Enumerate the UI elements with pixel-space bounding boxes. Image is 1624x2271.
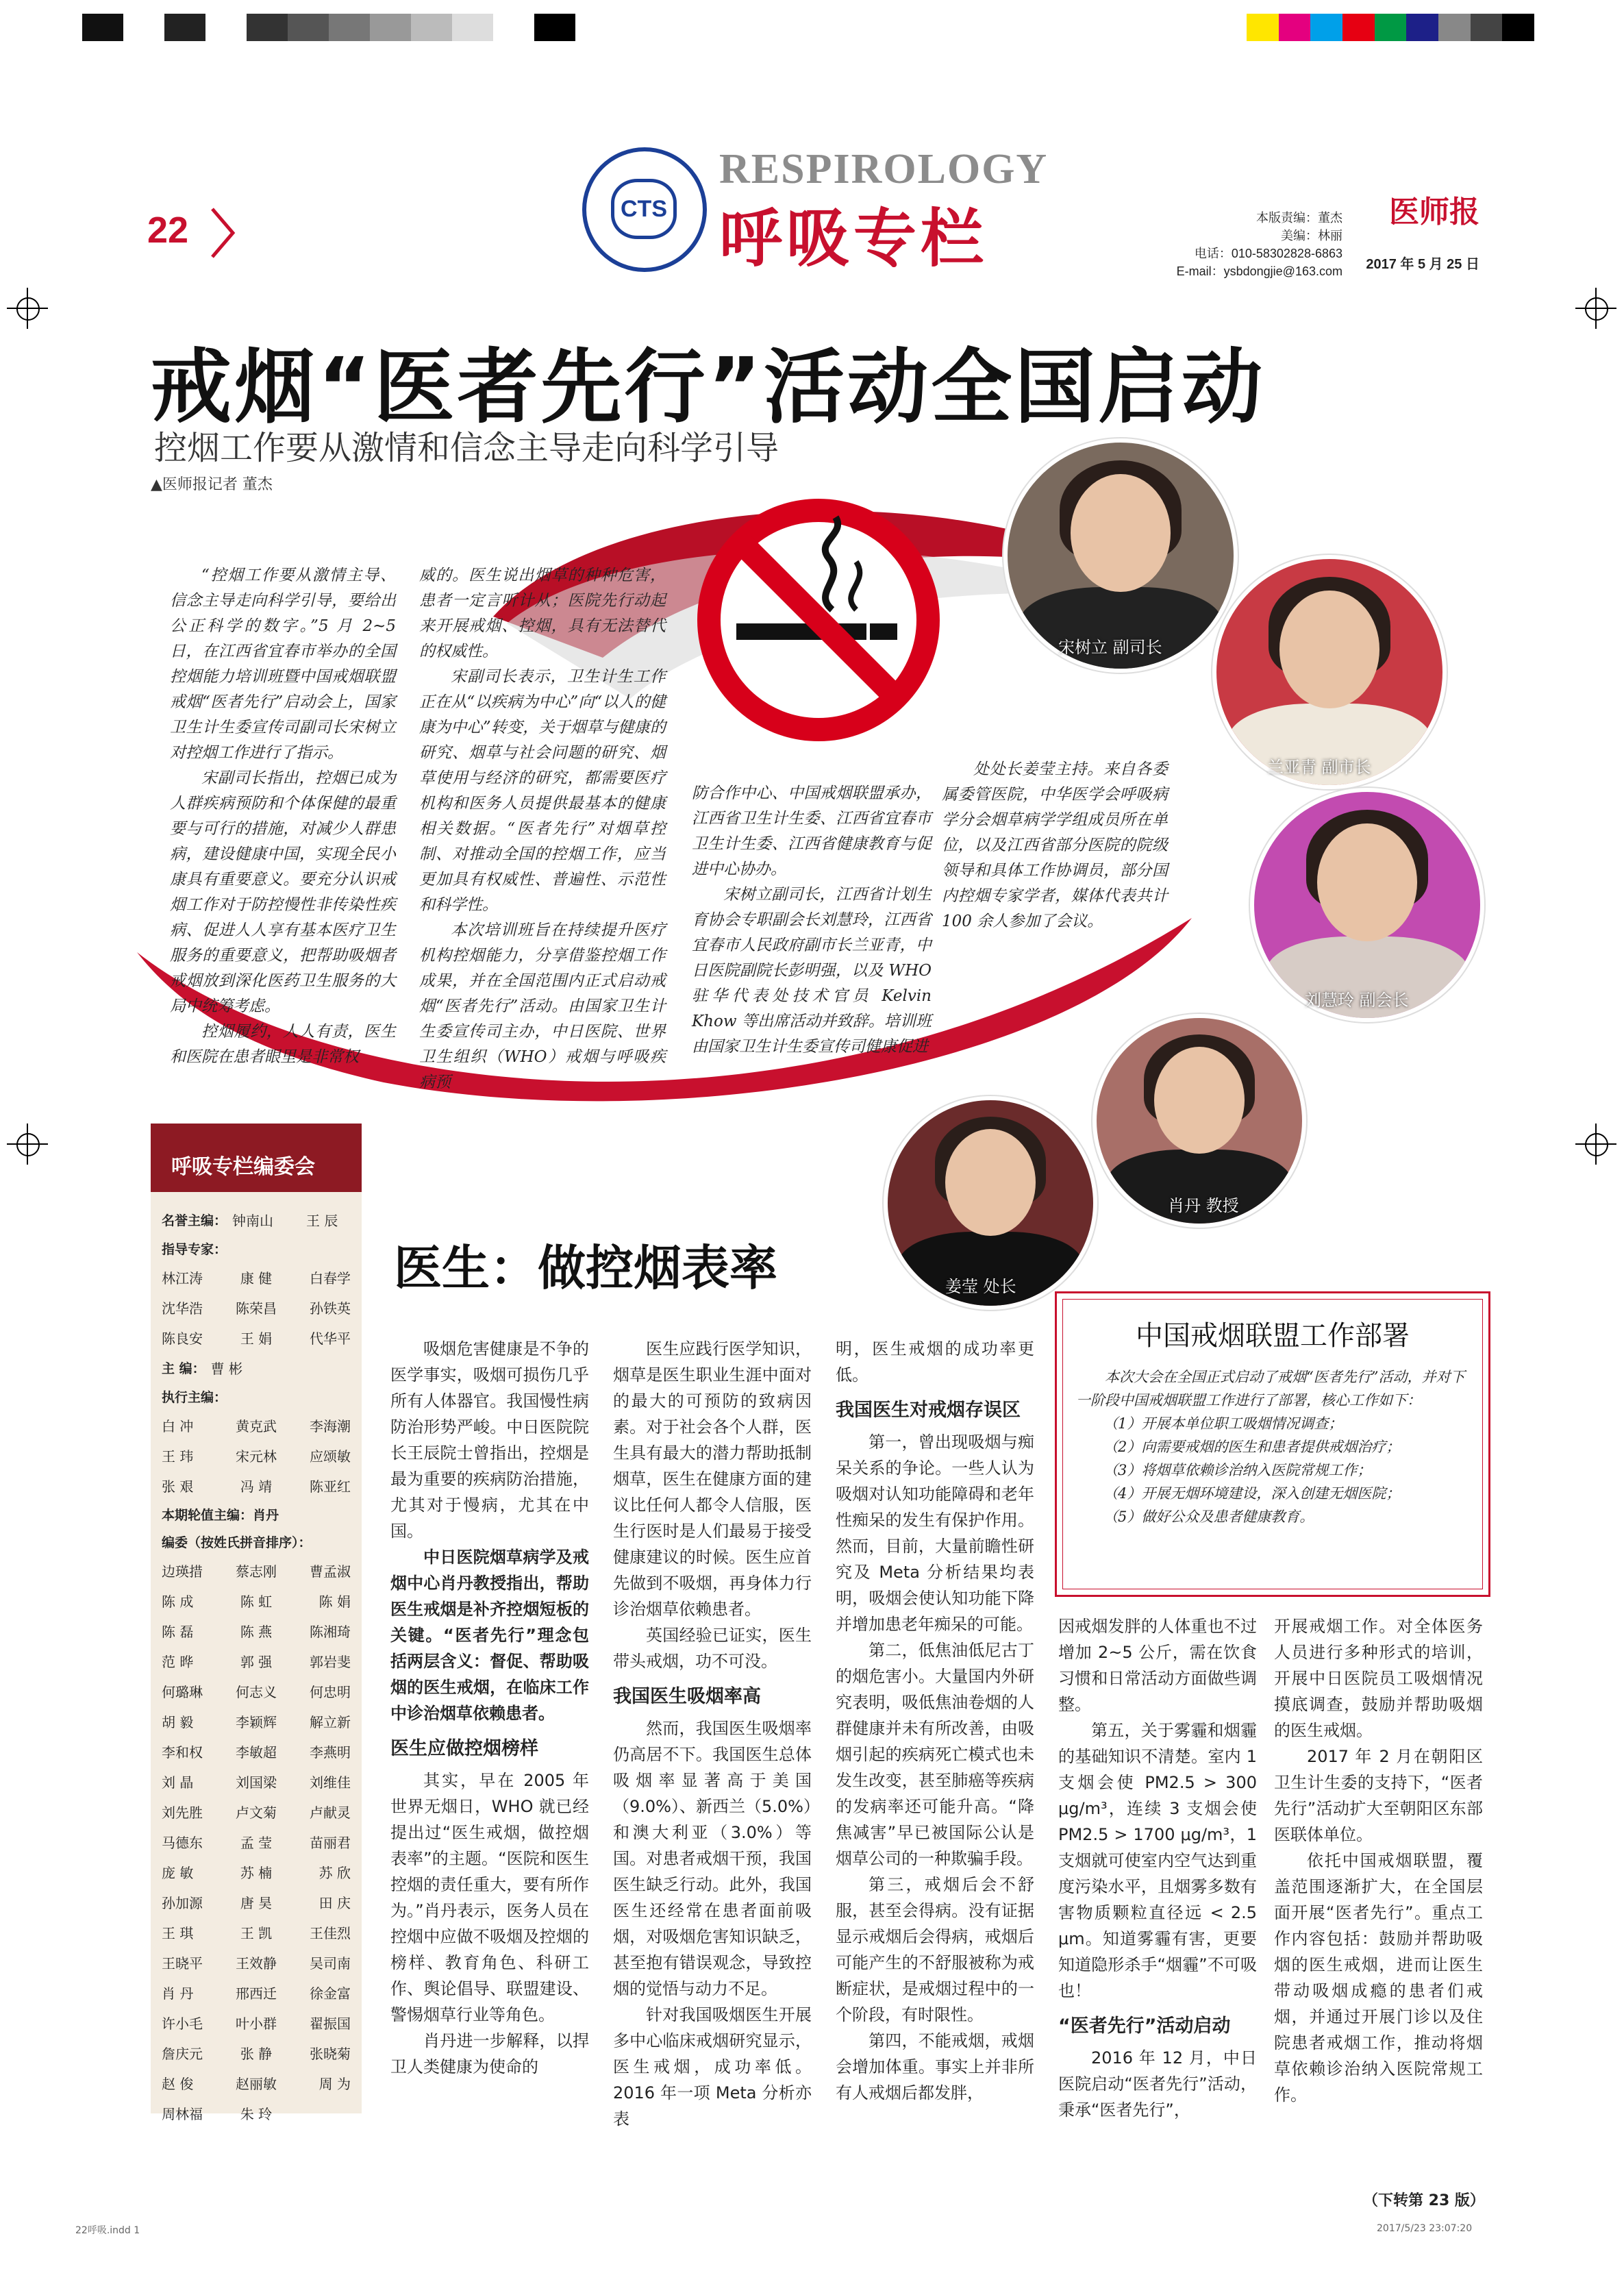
board-name: 黄克武 [236,1417,277,1435]
board-name: 沈华浩 [162,1300,203,1317]
no-smoking-icon [695,497,942,743]
board-name: 钟南山 [232,1212,274,1229]
board-name: 张 艰 [162,1478,194,1495]
paragraph: 处处长姜莹主持。来自各委属委管医院，中华医学会呼吸病学分会烟草病学学组成员所在单位，以及江西省部分医院的院级领导和具体工作协调员，部分国内控烟专家学者，媒体代表共计 100 余人参加了会议。 [942,760,1168,930]
board-name: 王 琪 [162,1924,194,1941]
masthead: 医师报 [1389,195,1479,229]
paragraph: 宋副司长指出，控烟已成为人群疾病预防和个体保健的最重要与可行的措施，对减少人群患病，建设健康中国，实现全民小康具有重要意义。要充分认识戒烟工作对于防控慢性非传染性疾病、促进人人享有基本医疗卫生服务的重要意义，把帮助吸烟者戒烟放到深化医药卫生服务的大局中统筹考虑。 [170,769,396,1015]
board-name: 陈 成 [162,1593,194,1610]
board-name: 张晓菊 [310,2045,351,2062]
board-name: 冯 靖 [240,1478,273,1495]
paragraph: 宋树立副司长，江西省计划生育协会专职副会长刘慧玲，江西省宜春市人民政府副市长兰亚青，中日医院副院长彭明强，以及 WHO 驻华代表处技术官员 Kelvin Khow 等出席活动并致辞。培训班由国家卫生计生委宣传司健康促进 [692,886,932,1056]
board-name: 孙加源 [162,1894,203,1911]
registration-strip-color [1247,14,1534,41]
board-name: 陈 燕 [240,1623,273,1640]
section2-column-1 [390,1336,589,2080]
board-label: 名誉主编： [162,1213,227,1228]
board-row [151,1615,362,1646]
board-name: 范 晔 [162,1653,194,1670]
board-name: 苏 欣 [318,1864,351,1881]
board-name: 张 静 [240,2045,273,2062]
board-row [151,1736,362,1766]
board-name: 康 健 [240,1269,273,1287]
board-row [151,2007,362,2037]
board-name: 代华平 [310,1330,351,1347]
subsection-heading: 我国医生对戒烟存误区 [836,1400,1021,1421]
board-name: 王 凯 [240,1924,273,1941]
board-row [151,1262,362,1292]
board-row [151,1322,362,1352]
board-name: 曹 彬 [210,1360,242,1377]
board-row [151,1917,362,1947]
board-name: 陈 虹 [240,1593,273,1610]
paragraph: 开展戒烟工作。对全体医务人员进行多种形式的培训，开展中日医院员工吸烟情况摸底调查，鼓励并帮助吸烟的医生戒烟。 [1274,1617,1483,1740]
board-name: 郭岩斐 [310,1653,351,1670]
crop-mark [1575,1124,1616,1165]
cts-logo [582,147,707,272]
board-label: 执行主编： [162,1389,227,1405]
board-name: 苏 楠 [240,1864,273,1881]
board-row [151,1887,362,1917]
board-name: 刘维佳 [310,1774,351,1791]
board-name: 周林福 [162,2105,203,2122]
paragraph: 宋副司长表示，卫生计生工作正在从“以疾病为中心”向“以人的健康为中心”转变，关于烟草与健康的研究、烟草与社会问题的研究、烟草使用与经济的研究，都需要医疗机构和医务人员提供最基本的健康相关数据。“医者先行”对烟草控制、对推动全国的控烟工作，应当更加具有权威性、普遍性、示范性和科学性。 [419,668,666,914]
board-label: 本期轮值主编：肖丹 [162,1507,279,1523]
section2-column-3 [836,1336,1034,2106]
board-label: 指导专家： [162,1241,227,1257]
board-name: 李和权 [162,1743,203,1761]
board-name: 孟 莹 [240,1834,273,1851]
board-name: 赵 俊 [162,2075,194,2092]
logo-text: CTS [611,179,677,239]
board-row [151,1585,362,1615]
issue-date: 2017 年 5 月 25 日 [1366,257,1479,272]
board-name: 陈湘琦 [310,1623,351,1640]
section2-column-2 [613,1336,812,2132]
board-row [151,1676,362,1706]
board-row [151,1555,362,1585]
alliance-title: 中国戒烟联盟工作部署 [1136,1320,1410,1352]
board-name: 陈 磊 [162,1623,194,1640]
board-name: 边瑛措 [162,1563,203,1580]
photo-caption: 宋树立 副司长 [1058,638,1162,657]
article-column-2 [419,563,666,1095]
file-info: 22呼吸.indd 1 [75,2225,140,2236]
board-row [151,1766,362,1796]
board-name: 田 庆 [318,1894,351,1911]
subsection-heading: “医者先行”活动启动 [1058,2015,1231,2037]
board-row [151,1292,362,1322]
paragraph: 控烟履约，人人有责，医生和医院在患者眼里是非常权 [170,1023,396,1066]
board-name: 李海潮 [310,1417,351,1435]
paragraph: 肖丹进一步解释，以捍卫人类健康为使命的 [390,2031,589,2076]
alliance-item: （4）开展无烟环境建设，深入创建无烟医院； [1103,1485,1401,1502]
board-row [151,1440,362,1470]
board-name: 何志义 [236,1683,277,1700]
paragraph: 第三，戒烟后会不舒服，甚至会得病。没有证据显示戒烟后会得病，戒烟后可能产生的不舒服被称为戒断症状，是戒烟过程中的一个阶段，有时限性。 [836,1875,1034,2024]
board-name: 陈良安 [162,1330,203,1347]
section-title-en: RESPIROLOGY [719,146,1049,193]
board-name: 应颂敏 [310,1448,351,1465]
alliance-item: （5）做好公众及患者健康教育。 [1103,1509,1314,1525]
board-row [151,1646,362,1676]
editorial-board [151,1192,362,2122]
board-name: 庞 敏 [162,1864,194,1881]
board-name: 曹孟淑 [310,1563,351,1580]
board-row [151,2037,362,2068]
board-row [151,1410,362,1440]
board-name: 苗丽君 [310,1834,351,1851]
board-name: 何璐琳 [162,1683,203,1700]
board-name: 解立新 [310,1713,351,1730]
paragraph: 因戒烟发胖的人体重也不过增加 2~5 公斤，需在饮食习惯和日常活动方面做些调整。 [1058,1617,1257,1714]
board-name: 刘先胜 [162,1804,203,1821]
page-number: 22 [147,210,189,251]
board-name: 吴司南 [310,1954,351,1972]
section-title-cn: 呼吸专栏 [719,202,988,275]
board-name: 陈亚红 [310,1478,351,1495]
board-row [151,1857,362,1887]
board-row [151,1796,362,1826]
article-column-4 [942,757,1168,934]
board-name: 卢献灵 [310,1804,351,1821]
board-name: 白 冲 [162,1417,194,1435]
subsection-heading: 医生应做控烟榜样 [390,1738,538,1759]
paragraph: 其实，早在 2005 年世界无烟日，WHO 就已经提出过“医生戒烟，做控烟表率”的主题。“医院和医生控烟的责任重大，要有所作为。”肖丹表示，医务人员在控烟中应做不吸烟及控烟的榜样、教育角色、科研工作、舆论倡导、联盟建设、警惕烟草行业等角色。 [390,1771,589,2024]
crop-mark [7,1124,48,1165]
board-row [151,1826,362,1857]
board-name: 郭 强 [240,1653,273,1670]
paragraph: “控烟工作要从激情主导、信念主导走向科学引导，要给出公正科学的数字。”5 月 2~5 日，在江西省宜春市举办的全国控烟能力培训班暨中国戒烟联盟戒烟“医者先行”启动会上，国家卫生计生委宣传司副司长宋树立对控烟工作进行了指示。 [170,567,396,762]
paragraph: 吸烟危害健康是不争的医学事实，吸烟可损伤几乎所有人体器官。我国慢性病防治形势严峻。中日医院院长王辰院士曾指出，控烟是最为重要的疾病防治措施，尤其对于慢病，尤其在中国。 [390,1339,589,1541]
credit-line: 美编：林丽 [1281,229,1342,243]
board-name: 王 玮 [162,1448,194,1465]
headline: 戒烟“医者先行”活动全国启动 [151,340,1266,434]
board-name: 林江涛 [162,1269,203,1287]
paragraph: 英国经验已证实，医生带头戒烟，功不可没。 [613,1626,812,1671]
board-name: 唐 昊 [240,1894,273,1911]
board-name: 孙铁英 [310,1300,351,1317]
board-name: 邢西迁 [236,1985,277,2002]
board-name: 宋元林 [236,1448,277,1465]
board-name: 李敏超 [236,1743,277,1761]
board-name: 王晓平 [162,1954,203,1972]
board-name: 刘 晶 [162,1774,194,1791]
alliance-box [1055,1291,1490,1597]
board-name: 叶小群 [236,2015,277,2032]
board-name: 詹庆元 [162,2045,203,2062]
board-label: 主 编： [162,1361,205,1376]
photo-caption: 兰亚青 副市长 [1267,758,1371,777]
alliance-item: （2）向需要戒烟的医生和患者提供戒烟治疗； [1103,1439,1401,1455]
paragraph: 然而，我国医生吸烟率仍高居不下。我国医生总体吸烟率显著高于美国（9.0%）、新西兰（5.0%）和澳大利亚（3.0%）等国。对患者戒烟干预，我国医生缺乏行动。此外，我国医生还经常在患者面前吸烟，对吸烟危害知识缺乏，甚至抱有错误观念，导致控烟的觉悟与动力不足。 [613,1719,812,1998]
paragraph: 第一，曾出现吸烟与痴呆关系的争论。一些人认为吸烟对认知功能障碍和老年性痴呆的发生有保护作用。然而，目前，大量前瞻性研究及 Meta 分析结果均表明，吸烟会使认知功能下降并增加患老年痴呆的可能。 [836,1432,1034,1634]
board-name: 王佳烈 [310,1924,351,1941]
paragraph: 第二，低焦油低尼古丁的烟危害小。大量国内外研究表明，吸低焦油卷烟的人群健康并未有所改善，由吸烟引起的疾病死亡模式也未发生改变，甚至肺癌等疾病的发病率还可能升高。“降焦减害”早已被国际公认是烟草公司的一种欺骗手段。 [836,1641,1034,1868]
section2-column-5 [1274,1613,1483,2108]
paragraph: 防合作中心、中国戒烟联盟承办，江西省卫生计生委、江西省宜春市卫生计生委、江西省健康教育与促进中心协办。 [692,784,932,878]
registration-strip-gray [82,14,575,41]
paragraph: 依托中国戒烟联盟，覆盖范围逐渐扩大，在全国层面开展“医者先行”。重点工作内容包括：鼓励并帮助吸烟的医生戒烟，进而让医生带动吸烟成瘾的患者们戒烟，并通过开展门诊以及住院患者戒烟工作，推动将烟草依赖诊治纳入医院常规工作。 [1274,1851,1483,2105]
board-row [151,1706,362,1736]
board-name: 王 娟 [240,1330,273,1347]
alliance-item: （1）开展本单位职工吸烟情况调查； [1103,1415,1343,1432]
section2-column-4 [1058,1613,1257,2123]
board-name: 刘国梁 [236,1774,277,1791]
editorial-board-title: 呼吸专栏编委会 [171,1155,315,1179]
paragraph: 威的。医生说出烟草的种种危害，患者一定言听计从；医院先行动起来开展戒烟、控烟，具有无法替代的权威性。 [419,567,666,660]
photo-caption: 姜莹 处长 [945,1277,1016,1296]
board-name: 陈 娟 [318,1593,351,1610]
board-label: 编委（按姓氏拼音排序）： [162,1535,312,1550]
board-row [151,1977,362,2007]
paragraph: 医生应践行医学知识，烟草是医生职业生涯中面对的最大的可预防的致病因素。对于社会各个人群，医生具有最大的潜力帮助抵制烟草，医生在健康方面的建议比任何人都令人信服，医生行医时是人们最易于接受健康建议的时候。医生应首先做到不吸烟，再身体力行诊治烟草依赖患者。 [613,1339,812,1619]
section-title: 医生：做控烟表率 [394,1240,777,1296]
paragraph: 明，医生戒烟的成功率更低。 [836,1339,1034,1385]
paragraph: 第四，不能戒烟，戒烟会增加体重。事实上并非所有人戒烟后都发胖， [836,2031,1034,2102]
board-name: 徐金富 [310,1985,351,2002]
continued-note: （下转第 23 版） [1363,2192,1485,2209]
board-name: 翟振国 [310,2015,351,2032]
subheadline: 控烟工作要从激情和信念主导走向科学引导 [154,429,779,467]
credit-line: 电话：010-58302828-6863 [1194,247,1342,260]
board-name: 白春学 [310,1269,351,1287]
credit-line: 本版责编：董杰 [1256,211,1342,225]
board-row [151,1947,362,1977]
board-name: 周 为 [318,2075,351,2092]
credit-line: E-mail：ysbdongjie@163.com [1176,264,1342,278]
crop-mark [1575,288,1616,329]
chevron-right-icon [205,206,240,260]
photo-caption: 刘慧玲 副会长 [1305,991,1409,1010]
board-name: 蔡志刚 [236,1563,277,1580]
board-row [151,2098,362,2128]
paragraph: 第五，关于雾霾和烟霾的基础知识不清楚。室内 1 支烟会使 PM2.5 > 300 μg/m³，连续 3 支烟会使 PM2.5 > 1700 μg/m³，1 支烟就可使室内空气达到重度污染水平，且烟雾多数有害物质颗粒直径远 < 2.5 μm。知道雾霾有害，更要知道隐形杀手“烟霾”不可吸也！ [1058,1721,1257,2000]
timestamp: 2017/5/23 23:07:20 [1377,2223,1473,2234]
board-name: 赵丽敏 [236,2075,277,2092]
board-name: 李燕明 [310,1743,351,1761]
board-name: 肖 丹 [162,1985,194,2002]
paragraph: 2016 年 12 月，中日医院启动“医者先行”活动，秉承“医者先行”， [1058,2048,1257,2120]
board-name: 陈荣昌 [236,1300,277,1317]
alliance-item: （3）将烟草依赖诊治纳入医院常规工作； [1103,1462,1372,1478]
board-row [151,2068,362,2098]
paragraph: 针对我国吸烟医生开展多中心临床戒烟研究显示，医生戒烟，成功率低。2016 年一项 Meta 分析亦表 [613,2005,812,2129]
board-name: 许小毛 [162,2015,203,2032]
board-name: 王效静 [236,1954,277,1972]
crop-mark [7,288,48,329]
article-column-1 [170,563,396,1070]
photo-caption: 肖丹 教授 [1168,1196,1239,1215]
subsection-heading: 我国医生吸烟率高 [613,1686,761,1707]
byline: ▲医师报记者 董杰 [151,476,273,493]
article-column-3 [692,781,932,1060]
board-name: 李颖辉 [236,1713,277,1730]
board-name: 何忠明 [310,1683,351,1700]
paragraph: 2017 年 2 月在朝阳区卫生计生委的支持下，“医者先行”活动扩大至朝阳区东部医联体单位。 [1274,1747,1483,1844]
paragraph: 中日医院烟草病学及戒烟中心肖丹教授指出，帮助医生戒烟是补齐控烟短板的关键。“医者先行”理念包括两层含义：督促、帮助吸烟的医生戒烟，在临床工作中诊治烟草依赖患者。 [390,1548,589,1723]
paragraph: 本次培训班旨在持续提升医疗机构控烟能力，分享借鉴控烟工作成果，并在全国范围内正式启动戒烟“医者先行”活动。由国家卫生计生委宣传司主办，中日医院、世界卫生组织（WHO）戒烟与呼吸疾病预 [419,921,666,1091]
board-name: 王 辰 [306,1212,338,1229]
board-name: 胡 毅 [162,1713,194,1730]
editorial-board-tab [151,1124,362,1192]
board-row [151,1470,362,1500]
board-name: 马德东 [162,1834,203,1851]
alliance-intro: 本次大会在全国正式启动了戒烟“医者先行”活动，并对下一阶段中国戒烟联盟工作进行了部署，核心工作如下： [1076,1369,1465,1408]
board-name: 卢文菊 [236,1804,277,1821]
board-name: 朱 玲 [240,2105,273,2122]
